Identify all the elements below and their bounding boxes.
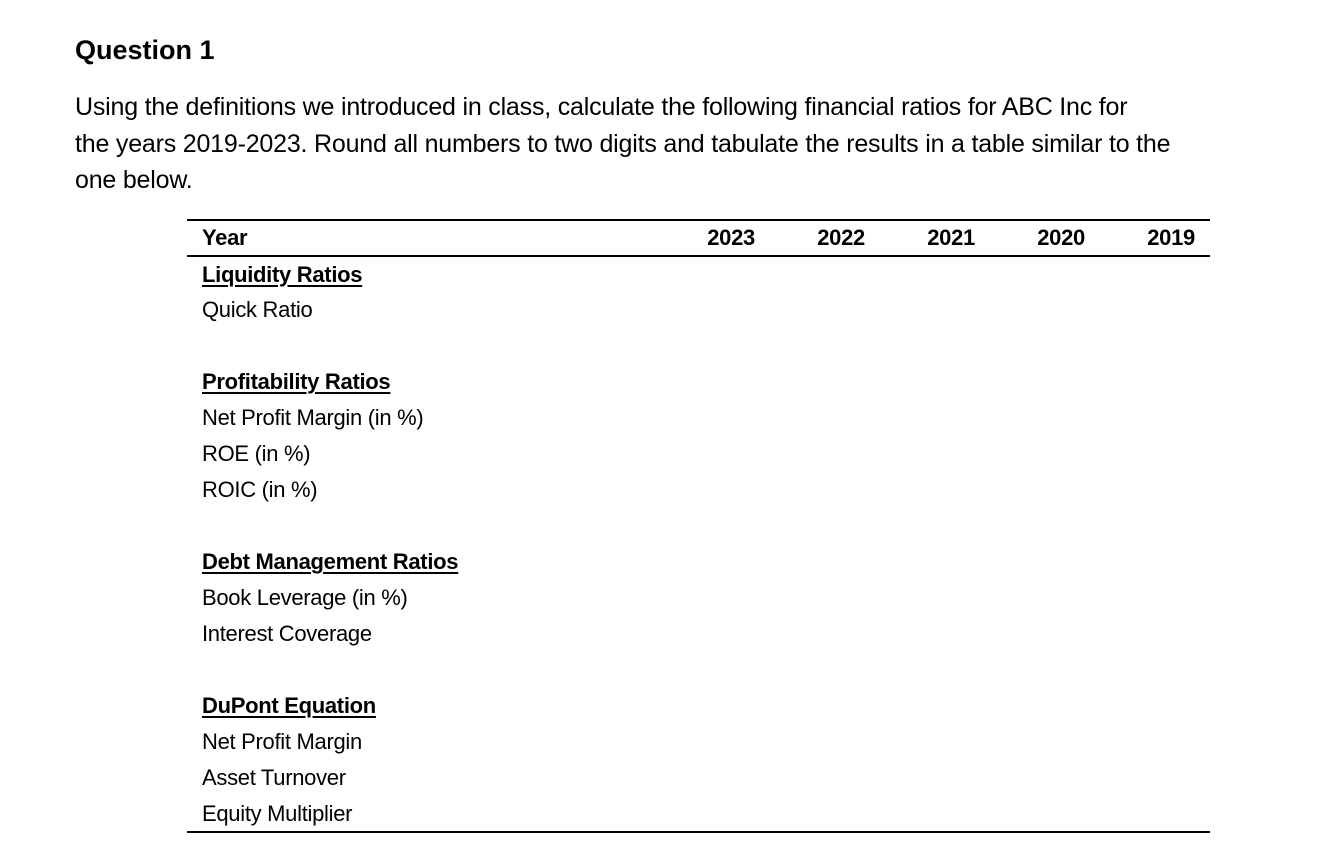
section-header-row — [187, 688, 1210, 724]
table-row — [187, 796, 1210, 832]
row-label-roic: ROIC (in %) — [202, 477, 318, 502]
table-row — [187, 580, 1210, 616]
spacer-row — [187, 652, 1210, 688]
section-title-dupont: DuPont Equation — [202, 693, 376, 718]
row-label-roe: ROE (in %) — [202, 441, 311, 466]
header-year-2022: 2022 — [770, 220, 880, 256]
header-year-2019: 2019 — [1100, 220, 1210, 256]
header-year-label: Year — [187, 220, 660, 256]
table-row — [187, 292, 1210, 328]
header-year-2023: 2023 — [660, 220, 770, 256]
table-row — [187, 436, 1210, 472]
instruction-line-3: one below. — [75, 166, 193, 194]
spacer-row — [187, 508, 1210, 544]
instruction-line-1: Using the definitions we introduced in class, calculate the following financial ratios for ABC Inc for — [75, 93, 1128, 121]
section-header-row — [187, 544, 1210, 580]
section-header-row — [187, 364, 1210, 400]
section-title-liquidity: Liquidity Ratios — [202, 261, 363, 287]
header-year-2021: 2021 — [880, 220, 990, 256]
table-row — [187, 400, 1210, 436]
instruction-line-2: the years 2019-2023. Round all numbers to two digits and tabulate the results in a table similar to the — [75, 129, 1171, 158]
row-label-net-profit-margin: Net Profit Margin — [202, 729, 362, 754]
row-label-net-profit-margin-pct: Net Profit Margin (in %) — [202, 405, 424, 430]
row-label-book-leverage: Book Leverage (in %) — [202, 585, 408, 610]
table-row — [187, 472, 1210, 508]
header-year-2020: 2020 — [990, 220, 1100, 256]
row-label-equity-multiplier: Equity Multiplier — [187, 796, 1210, 832]
question-instruction — [75, 89, 1330, 199]
row-label-interest-coverage: Interest Coverage — [202, 621, 372, 646]
table-row — [187, 724, 1210, 760]
table-row — [187, 616, 1210, 652]
spacer-row — [187, 328, 1210, 364]
row-label-quick-ratio: Quick Ratio — [202, 297, 313, 322]
section-header-row — [187, 256, 1210, 292]
table-header-row — [187, 220, 1210, 256]
section-title-profitability: Profitability Ratios — [202, 369, 391, 394]
question-title: Question 1 — [75, 35, 215, 65]
row-label-asset-turnover: Asset Turnover — [202, 765, 346, 790]
table-row — [187, 760, 1210, 796]
section-title-debt-management: Debt Management Ratios — [202, 549, 459, 574]
financial-ratios-table — [187, 219, 1210, 833]
